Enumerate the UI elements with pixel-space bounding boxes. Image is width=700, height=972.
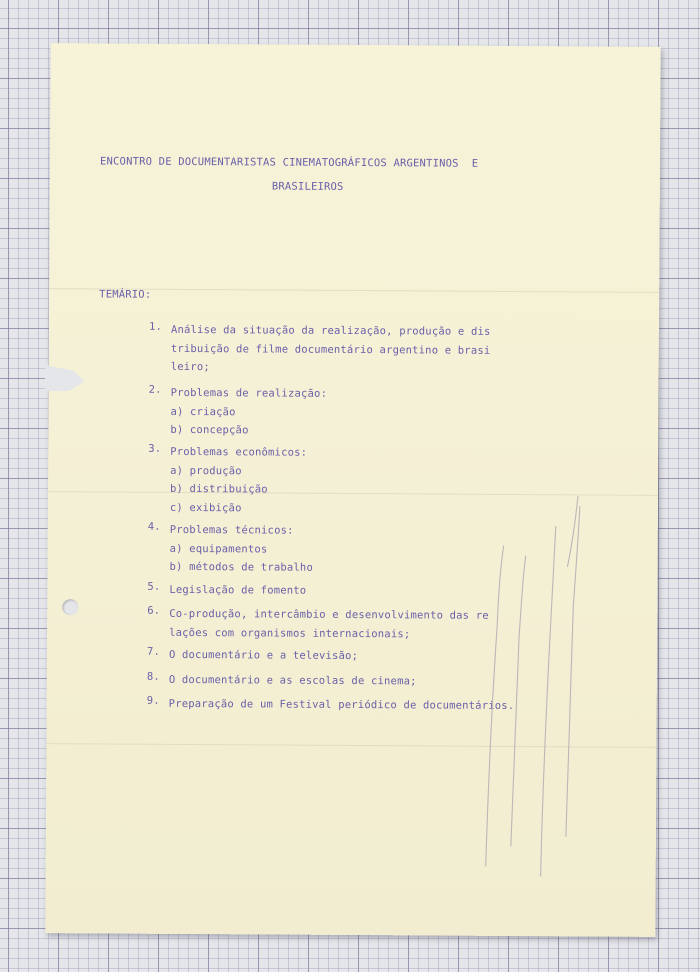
agenda-item-number: 5. bbox=[147, 580, 161, 593]
agenda-item-number: 4. bbox=[147, 520, 161, 533]
paper-tear bbox=[45, 365, 85, 391]
agenda-item-line: c) exibição bbox=[169, 501, 242, 514]
document-sheet bbox=[45, 43, 660, 937]
punch-hole bbox=[62, 599, 78, 615]
agenda-item-number: 8. bbox=[146, 670, 160, 683]
agenda-item-line: Análise da situação da realização, produção e dis bbox=[170, 323, 491, 338]
agenda-item-text bbox=[170, 384, 327, 440]
agenda-item-number: 6. bbox=[147, 604, 161, 617]
document-title-line-2: BRASILEIROS bbox=[271, 180, 344, 193]
agenda-item-text bbox=[169, 581, 306, 600]
agenda-item-text bbox=[169, 695, 515, 716]
agenda-item-text bbox=[169, 521, 313, 577]
agenda-item-line: Legislação de fomento bbox=[169, 583, 307, 597]
agenda-item-line: Problemas de realização: bbox=[170, 386, 328, 400]
document-title-line-1: ENCONTRO DE DOCUMENTARISTAS CINEMATOGRÁFICOS ARGENTINOS E bbox=[99, 155, 479, 170]
agenda-item-line: b) concepção bbox=[170, 423, 249, 437]
agenda-item-line: Problemas econômicos: bbox=[170, 445, 308, 459]
agenda-item-text bbox=[169, 646, 358, 666]
agenda-item-line: Problemas técnicos: bbox=[169, 523, 294, 537]
agenda-item-text bbox=[169, 605, 489, 644]
agenda-item-line: Co-produção, intercâmbio e desenvolvimento das re bbox=[169, 607, 489, 622]
agenda-item-number: 1. bbox=[148, 320, 163, 333]
agenda-item-line: tribuição de filme documentário argentino e brasi bbox=[170, 342, 491, 357]
agenda-item-line: O documentário e as escolas de cinema; bbox=[168, 673, 417, 688]
agenda-item-number: 9. bbox=[146, 694, 160, 707]
agenda-item-line: a) criação bbox=[170, 405, 236, 418]
agenda-item-text bbox=[171, 321, 491, 378]
agenda-item-line: b) métodos de trabalho bbox=[169, 560, 314, 574]
agenda-item-line: leiro; bbox=[170, 360, 210, 374]
agenda-item-text bbox=[169, 671, 417, 691]
agenda-item-line: O documentário e a televisão; bbox=[168, 648, 359, 663]
pencil-marginalia bbox=[466, 486, 608, 887]
agenda-item-line: lações com organismos internacionais; bbox=[169, 626, 411, 640]
agenda-item-line: b) distribuição bbox=[169, 482, 268, 496]
agenda-item-number: 3. bbox=[148, 442, 162, 455]
section-label: TEMÁRIO: bbox=[99, 288, 152, 301]
agenda-item-line: Preparação de um Festival periódico de documentários. bbox=[168, 697, 515, 712]
agenda-item-line: a) equipamentos bbox=[169, 542, 268, 555]
agenda-item-line: a) produção bbox=[170, 464, 242, 477]
agenda-item-text bbox=[170, 443, 307, 518]
agenda-item-number: 2. bbox=[148, 383, 162, 396]
agenda-item-number: 7. bbox=[146, 645, 161, 658]
